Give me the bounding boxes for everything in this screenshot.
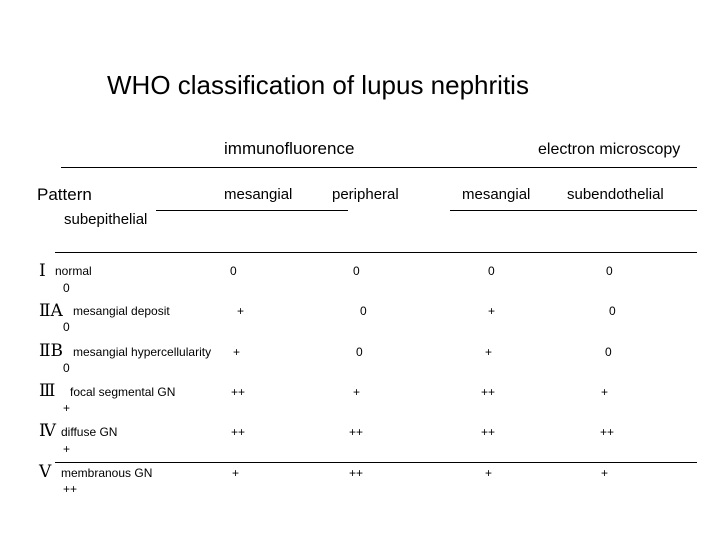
col-header-mesangial-if: mesangial <box>224 186 293 203</box>
cell-subepithelial: 0 <box>63 281 70 295</box>
row-desc: mesangial hypercellularity <box>73 345 212 359</box>
cell-peripheral: 0 <box>356 345 363 359</box>
cell-subendothelial: + <box>601 385 609 399</box>
cell-subendothelial: 0 <box>606 264 613 278</box>
row-desc: mesangial deposit <box>73 304 170 318</box>
header-rule-bottom <box>55 252 697 253</box>
cell-peripheral: ++ <box>349 466 364 480</box>
cell-subepithelial: ++ <box>63 482 78 496</box>
header-rule-if <box>156 210 348 211</box>
col-header-subendothelial: subendothelial <box>567 186 664 203</box>
cell-mesangial-if: + <box>232 466 240 480</box>
cell-subendothelial: 0 <box>605 345 612 359</box>
cell-mesangial-em: ++ <box>481 385 496 399</box>
row-desc: normal <box>55 264 92 278</box>
page-title: WHO classification of lupus nephritis <box>107 70 529 100</box>
cell-subendothelial: + <box>601 466 609 480</box>
row-desc: membranous GN <box>61 466 153 480</box>
class-label-iib: ⅡB <box>39 341 64 361</box>
header-rule-top <box>61 167 697 168</box>
cell-mesangial-if: ++ <box>231 385 246 399</box>
immunofluorescence-group-header: immunofluorence <box>224 139 355 158</box>
cell-mesangial-if: + <box>233 345 241 359</box>
row-desc: diffuse GN <box>61 425 118 439</box>
cell-mesangial-em: + <box>488 304 496 318</box>
cell-subepithelial: 0 <box>63 361 70 375</box>
cell-peripheral: + <box>353 385 361 399</box>
cell-mesangial-if: ++ <box>231 425 246 439</box>
cell-subepithelial: + <box>63 442 71 456</box>
class-label-v: Ⅴ <box>39 462 52 482</box>
pattern-header: Pattern <box>37 185 92 204</box>
electron-microscopy-group-header: electron microscopy <box>538 141 681 158</box>
col-header-mesangial-em: mesangial <box>462 186 531 203</box>
class-label-iii: Ⅲ <box>39 381 56 401</box>
header-rule-em <box>450 210 697 211</box>
cell-mesangial-em: 0 <box>488 264 495 278</box>
cell-mesangial-em: ++ <box>481 425 496 439</box>
col-header-subepithelial: subepithelial <box>64 211 148 228</box>
class-label-i: Ⅰ <box>39 261 46 281</box>
cell-mesangial-if: + <box>237 304 245 318</box>
class-label-iv: Ⅳ <box>39 421 56 441</box>
cell-peripheral: 0 <box>353 264 360 278</box>
row-desc: focal segmental GN <box>70 385 176 399</box>
cell-mesangial-em: + <box>485 466 493 480</box>
cell-mesangial-if: 0 <box>230 264 237 278</box>
cell-subendothelial: ++ <box>600 425 615 439</box>
cell-mesangial-em: + <box>485 345 493 359</box>
cell-peripheral: 0 <box>360 304 367 318</box>
class-label-iia: ⅡA <box>39 301 63 321</box>
table-rule-bottom <box>55 462 697 463</box>
cell-peripheral: ++ <box>349 425 364 439</box>
cell-subepithelial: 0 <box>63 320 70 334</box>
col-header-peripheral: peripheral <box>332 186 399 203</box>
cell-subepithelial: + <box>63 401 71 415</box>
cell-subendothelial: 0 <box>609 304 616 318</box>
